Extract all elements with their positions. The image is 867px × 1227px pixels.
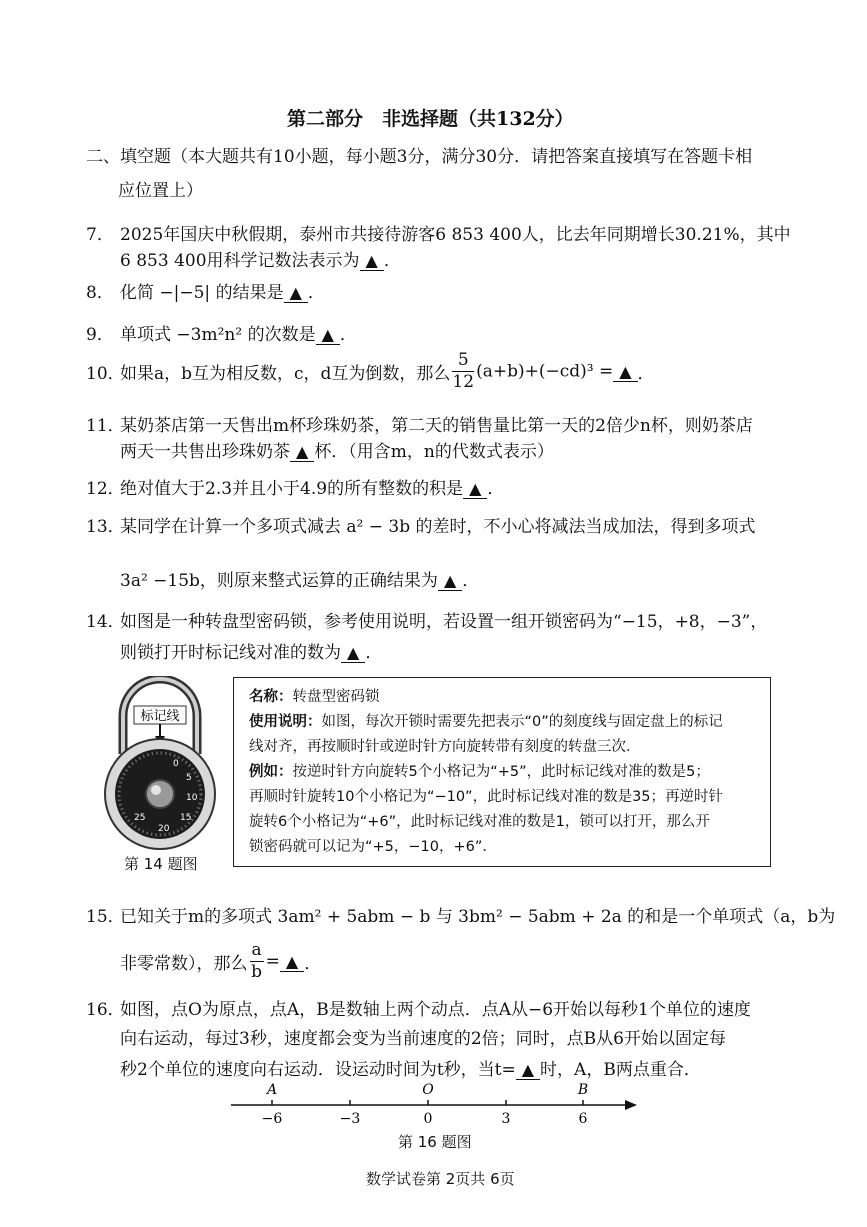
question-number: 7． xyxy=(86,225,114,245)
question-text: 如图是一种转盘型密码锁，参考使用说明，若设置一组开锁密码为“−15，+8，−3”， xyxy=(120,612,768,632)
question-15-cont: 非零常数），那么 $\frac{a}{b}$ = ▲ ． xyxy=(120,940,322,982)
question-text: 绝对值大于2.3并且小于4.9的所有整数的积是 xyxy=(120,479,464,499)
svg-text:15: 15 xyxy=(180,813,192,823)
question-13: 13．某同学在计算一个多项式减去 a² − 3b 的差时，不小心将减法当成加法，得到多项式 xyxy=(86,517,756,537)
section-heading-cont: 应位置上） xyxy=(118,181,203,201)
question-16: 16．如图，点O为原点，点A，B是数轴上两个动点．点A从−6开始以每秒1个单位的速度 xyxy=(86,1000,751,1020)
answer-blank[interactable]: ▲ xyxy=(516,1060,540,1080)
tick-label: 6 xyxy=(578,1111,588,1127)
number-line-figure xyxy=(225,1080,645,1130)
question-13-cont: 3a² −15b，则原来整式运算的正确结果为 ▲ ． xyxy=(120,571,480,591)
question-8: 8． 化简 −|−5| 的结果是 ▲ ． xyxy=(86,283,325,303)
question-7-cont: 6 853 400用科学记数法表示为 ▲ ． xyxy=(120,251,401,271)
marker-label: 标记线 xyxy=(140,709,180,724)
question-text: 2025年国庆中秋假期，泰州市共接待游客6 853 400人，比去年同期增长30.21%，其中 xyxy=(120,225,791,245)
answer-blank[interactable]: ▲ xyxy=(463,479,487,499)
answer-blank[interactable]: ▲ xyxy=(341,643,365,663)
question-text: 如图，点O为原点，点A，B是数轴上两个动点．点A从−6开始以每秒1个单位的速度 xyxy=(120,1000,751,1020)
question-text: 化简 −|−5| 的结果是 xyxy=(120,283,284,303)
point-label-b: B xyxy=(577,1082,589,1098)
question-11-cont: 两天一共售出珍珠奶茶 ▲ 杯．（用含m，n的代数式表示） xyxy=(120,442,554,462)
question-7 xyxy=(86,220,791,245)
axis-arrow xyxy=(625,1100,637,1110)
svg-text:5: 5 xyxy=(186,773,192,783)
page-footer: 数学试卷第 2页共 6页 xyxy=(366,1170,515,1188)
answer-blank[interactable]: ▲ xyxy=(613,362,637,382)
question-16-cont2: 秒2个单位的速度向右运动．设运动时间为t秒，当t= ▲ 时，A，B两点重合． xyxy=(120,1060,701,1080)
svg-text:20: 20 xyxy=(158,824,170,834)
combination-lock-figure xyxy=(98,676,222,851)
point-label-o: O xyxy=(422,1082,434,1098)
question-text: 如果a，b互为相反数，c，d互为倒数，那么 xyxy=(120,364,451,384)
question-text: 6 853 400用科学记数法表示为 xyxy=(120,251,360,271)
page-title: 第二部分 非选择题（共132分） xyxy=(287,108,574,130)
tick-label: −6 xyxy=(261,1111,283,1127)
answer-blank[interactable]: ▲ xyxy=(284,283,308,303)
tick-label: −3 xyxy=(339,1111,361,1127)
fraction: $\frac{a}{b}$ xyxy=(251,940,263,982)
question-9: 9． 单项式 −3m²n² 的次数是 ▲ ． xyxy=(86,325,357,345)
question-16-cont: 向右运动，每过3秒，速度都会变为当前速度的2倍；同时，点B从6开始以固定每 xyxy=(120,1029,726,1049)
answer-blank[interactable]: ▲ xyxy=(360,251,384,271)
answer-blank[interactable]: ▲ xyxy=(316,325,340,345)
answer-blank[interactable]: ▲ xyxy=(438,571,462,591)
fraction: $\frac{5}{12}$ xyxy=(452,350,475,392)
figure-14-caption: 第 14 题图 xyxy=(124,855,198,873)
question-10: 10．如果a，b互为相反数，c，d互为倒数，那么 $\frac{5}{12}$ (a+b)+(−cd)³ = ▲ ． xyxy=(86,350,655,392)
point-label-a: A xyxy=(266,1082,278,1098)
answer-blank[interactable]: ▲ xyxy=(290,442,314,462)
question-text: 已知关于m的多项式 3am² + 5abm − b 与 3bm² − 5abm + 2a 的和是一个单项式（a，b为 xyxy=(120,907,836,927)
question-11: 11．某奶茶店第一天售出m杯珍珠奶茶，第二天的销售量比第一天的2倍少n杯，则奶茶店 xyxy=(86,416,753,436)
svg-text:0: 0 xyxy=(173,759,179,769)
dial-knob xyxy=(146,780,174,808)
instruction-box: 名称：转盘型密码锁 使用说明：如图，每次开锁时需要先把表示“0”的刻度线与固定盘上的标记 线对齐，再按顺时针或逆时针方向旋转带有刻度的转盘三次． 例如：按逆时针方向旋转5个小格记为“+5”，此时标记线对准的数是5； 再顺时针旋转10个小格记为“−10”，此时标记线对准的数是35；再逆时针 旋转6个小格记为“+6”，此时标记线对准的数是1，锁可以打开，那么开 锁密码就可以记为“+5，−10，+6”． xyxy=(233,677,771,867)
section-heading: 二、填空题（本大题共有10小题，每小题3分，满分30分．请把答案直接填写在答题卡相 xyxy=(86,147,753,167)
tick-label: 0 xyxy=(423,1111,433,1127)
svg-text:25: 25 xyxy=(134,813,146,823)
question-14: 14．如图是一种转盘型密码锁，参考使用说明，若设置一组开锁密码为“−15，+8，−3”， xyxy=(86,612,768,632)
answer-blank[interactable]: ▲ xyxy=(280,952,304,972)
question-15: 15．已知关于m的多项式 3am² + 5abm − b 与 3bm² − 5abm + 2a 的和是一个单项式（a，b为 xyxy=(86,907,836,927)
figure-16-caption: 第 16 题图 xyxy=(398,1133,472,1151)
expression: (a+b)+(−cd)³ = xyxy=(476,361,614,382)
tick-label: 3 xyxy=(501,1111,511,1127)
question-text: 某同学在计算一个多项式减去 a² − 3b 的差时，不小心将减法当成加法，得到多项式 xyxy=(120,517,756,537)
question-14-cont: 则锁打开时标记线对准的数为 ▲ ． xyxy=(120,643,383,663)
question-12: 12．绝对值大于2.3并且小于4.9的所有整数的积是 ▲ ． xyxy=(86,479,505,499)
question-text: 单项式 −3m²n² 的次数是 xyxy=(120,325,316,345)
svg-text:10: 10 xyxy=(186,793,198,803)
question-text: 某奶茶店第一天售出m杯珍珠奶茶，第二天的销售量比第一天的2倍少n杯，则奶茶店 xyxy=(120,416,753,436)
